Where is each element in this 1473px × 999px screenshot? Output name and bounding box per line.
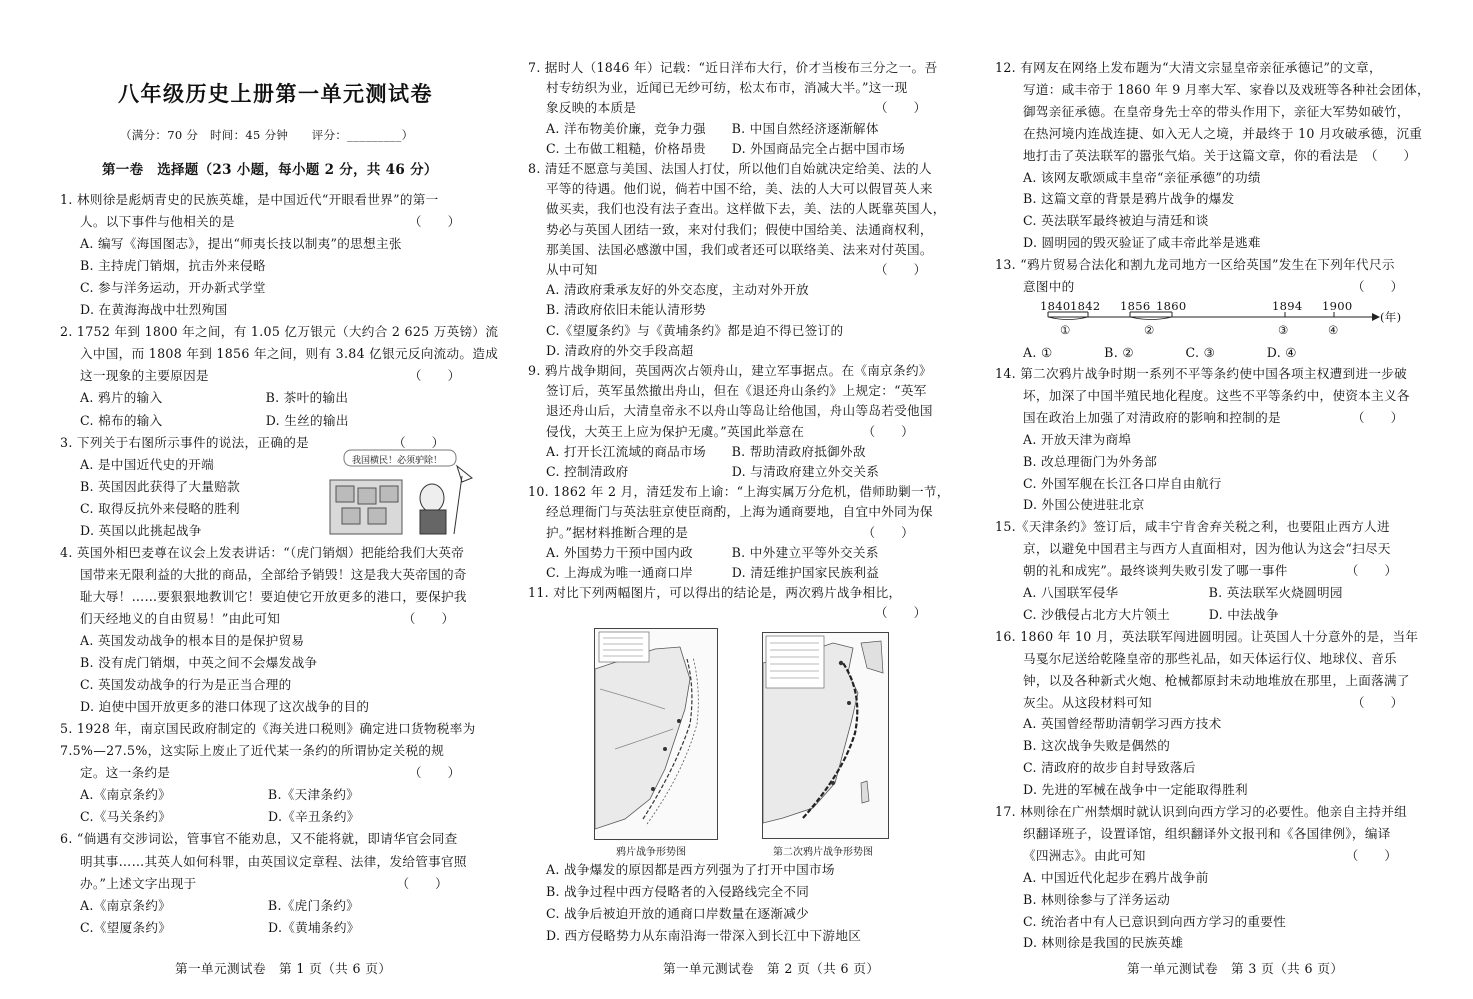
answer-option: C. 战争后被迫开放的通商口岸数量在逐渐减少 [546, 906, 810, 921]
question-text-line: 钟，以及各种新式火炮、枪械都原封未动地堆放在那里，上面落满了 [1023, 672, 1410, 688]
answer-option: A. 打开长江流域的商品市场 B. 帮助清政府抵御外敌 [546, 443, 866, 459]
timeline-year-1856: 1856 [1120, 299, 1151, 313]
answer-option: C. 英国发动战争的行为是正当合理的 [80, 677, 292, 693]
answer-option: A. 是中国近代史的开端 [80, 456, 215, 472]
question-text-line: 京，以避免中国君主与西方人直面相对，因为他认为这会“扫尽天 [1023, 541, 1391, 557]
question-stem-line: 15.《天津条约》签订后，咸丰宁肯舍弃关税之利，也要阻止西方人进 [995, 519, 1390, 535]
answer-option: C. 沙俄侵占北方大片领土 D. 中法战争 [1023, 606, 1279, 622]
timeline-mark-2: ② [1144, 323, 1155, 337]
question-text-line: 入中国，而 1808 年到 1856 年之间，则有 3.84 亿银元反向流动。造成 [80, 346, 499, 362]
question-text-line: 平等的待遇。他们说，倘若中国不给，美、法的人大可以假冒英人来 [546, 181, 933, 197]
question-stem-line: 11. 对比下列两幅图片，可以得出的结论是，两次鸦片战争相比， [528, 585, 902, 601]
question-stem-line: 10. 1862 年 2 月，清廷发布上谕：“上海实属万分危机，借师助剿一节， [528, 484, 950, 500]
question-text-line: 国在政治上加强了对清政府的影响和控制的是 （ ） [1023, 409, 1404, 425]
answer-option: D. 英国以此挑起战争 [80, 522, 202, 538]
question-text-line: 象反映的本质是 （ ） [546, 100, 927, 116]
answer-option: C.《望厦条约》与《黄埔条约》都是迫不得已签订的 [546, 322, 844, 338]
answer-option: D. 清政府的外交手段高超 [546, 342, 694, 358]
question-stem-line: 7. 据时人（1846 年）记载：“近日洋布大行，价才当梭布三分之一。吾 [528, 60, 938, 75]
second-opium-war-map [762, 632, 889, 839]
answer-option: C. 英法联军最终被迫与清廷和谈 [1023, 213, 1209, 229]
question-text-line: 在热河境内连战连捷、如入无人之境，并最终于 10 月攻破承德，沉重 [1023, 125, 1423, 141]
question-stem-line: 13. “鸦片贸易合法化和割九龙司地方一区给英国”发生在下列年代尺示 [995, 257, 1395, 273]
question-text-line: 人。以下事件与他相关的是 （ ） [80, 214, 461, 230]
timeline-year-1860: 1860 [1156, 299, 1187, 313]
question-text-line: 经总理衙门与英法驻京使臣商酌，上海为通商要地，自宜中外同为保 [546, 504, 933, 520]
answer-option: B. 改总理衙门为外务部 [1023, 453, 1158, 469]
question-text-line: 《四洲志》。由此可知 （ ） [1023, 847, 1398, 863]
question-text-line: 地打击了英法联军的嚣张气焰。关于这篇文章，你的看法是 （ ） [1023, 147, 1417, 163]
answer-option: D. 圆明园的毁灭验证了咸丰帝此举是逃难 [1023, 235, 1261, 251]
question-stem-line: 4. 英国外相巴麦尊在议会上发表讲话：“（虎门销烟）把能给我们大英帝 [60, 544, 465, 560]
question-stem-line: 5. 1928 年，南京国民政府制定的《海关进口税则》确定进口货物税率为 [60, 721, 476, 737]
answer-option: C.《马关条约》 D.《辛丑条约》 [80, 809, 360, 825]
answer-option: A. 英国曾经帮助清朝学习西方技术 [1023, 716, 1222, 732]
question-stem-line: 16. 1860 年 10 月，英法联军闯进圆明园。让英国人十分意外的是，当年 [995, 628, 1419, 644]
answer-option: A. 清政府秉承友好的外交态度，主动对外开放 [546, 282, 809, 298]
answer-option: C. 清政府的故步自封导致落后 [1023, 760, 1196, 776]
answer-option: B. 主持虎门销烟，抗击外来侵略 [80, 258, 266, 274]
exam-meta: （满分：70 分 时间：45 分钟 评分：_________） [120, 128, 414, 142]
question-text-line: 退还舟山后，大清皇帝永不以舟山等岛让给他国，舟山等岛若受他国 [546, 403, 933, 419]
question-text-line: 签订后，英军虽然撤出舟山，但在《退还舟山条约》上规定：“英军 [546, 383, 927, 399]
question-text-line: 意图中的 （ ） [1023, 279, 1404, 294]
question-stem-line: 17. 林则徐在广州禁烟时就认识到向西方学习的必要性。他亲自主持并组 [995, 804, 1408, 819]
page-1-footer: 第一单元测试卷 第 1 页（共 6 页） [175, 961, 392, 976]
page-1-column [60, 0, 499, 999]
question-stem-line: 1. 林则徐是彪炳青史的民族英雄，是中国近代“开眼看世界”的第一 [60, 192, 439, 207]
answer-option: C.《望厦条约》 D.《黄埔条约》 [80, 919, 360, 935]
answer-option: C. 取得反抗外来侵略的胜利 [80, 500, 240, 516]
question-text-line: 灰尘。从这段材料可知 （ ） [1023, 694, 1404, 710]
answer-option: A. 英国发动战争的根本目的是保护贸易 [80, 633, 305, 648]
answer-option: B. 这次战争失败是偶然的 [1023, 738, 1171, 754]
answer-option: B. 这篇文章的背景是鸦片战争的爆发 [1023, 191, 1235, 207]
answer-option: B. 清政府依旧未能认清形势 [546, 302, 706, 318]
question-text-line: 村专纺织为业，近闻已无纱可纺，松太布市，消减大半。”这一现 [546, 80, 908, 96]
answer-option: D. 迫使中国开放更多的港口体现了这次战争的目的 [80, 699, 370, 715]
answer-option: C. 棉布的输入 D. 生丝的输出 [80, 412, 349, 428]
cartoon-figure [322, 446, 477, 538]
question-text-line: 御驾亲征承德。在皇帝身先士卒的带头作用下，亲征大军势如破竹， [1023, 103, 1410, 119]
question-text-line: 朝的礼和成宪”。最终谈判失败引发了哪一事件 （ ） [1023, 563, 1398, 579]
answer-option: D. 林则徐是我国的民族英雄 [1023, 935, 1184, 951]
answer-option: A. 鸦片的输入 B. 茶叶的输出 [80, 390, 349, 406]
answer-option: A. 编写《海国图志》，提出“师夷长技以制夷”的思想主张 [80, 236, 402, 252]
answer-option: A. 开放天津为商埠 [1023, 431, 1132, 447]
question-text-line: 们天经地义的自由贸易！”由此可知 （ ） [80, 610, 455, 626]
cartoon-caption: 我国横民！必须驴除！ [352, 456, 443, 466]
answer-option: B. 林则徐参与了洋务运动 [1023, 891, 1171, 907]
answer-option: B. 没有虎门销烟，中英之间不会爆发战争 [80, 655, 318, 671]
question-text-line: （ ） [546, 605, 927, 621]
answer-option: D. 在黄海海战中壮烈殉国 [80, 302, 228, 318]
question-text-line: 耻大辱！……要狠狠地教训它！要迫使它开放更多的港口，要保护我 [80, 588, 467, 604]
exam-title: 八年级历史上册第一单元测试卷 [118, 81, 433, 106]
answer-option: C. 上海成为唯一通商口岸 D. 清廷维护国家民族利益 [546, 565, 880, 580]
timeline-figure [1040, 298, 1400, 340]
question-stem-line: 7.5%—27.5%，这实际上废止了近代某一条约的所谓协定关税的规 [60, 743, 445, 759]
timeline-unit: (年) [1380, 310, 1402, 324]
question-text-line: 从中可知 （ ） [546, 262, 927, 277]
question-stem-line: 2. 1752 年到 1800 年之间，有 1.05 亿万银元（大约合 2 625 万英镑）流 [60, 324, 499, 340]
timeline-mark-3: ③ [1278, 323, 1289, 337]
question-13-options: A. ① B. ② C. ③ D. ④ [1023, 345, 1297, 360]
answer-option: A. 中国近代化起步在鸦片战争前 [1023, 869, 1209, 885]
timeline-year-1842: 1842 [1070, 299, 1101, 313]
question-text-line: 写道：咸丰帝于 1860 年 9 月率大军、家眷以及戏班等各种社会团体， [1023, 81, 1430, 97]
page-2-footer: 第一单元测试卷 第 2 页（共 6 页） [663, 961, 880, 976]
answer-option: A. 八国联军侵华 B. 英法联军火烧圆明园 [1023, 585, 1343, 600]
answer-option: B. 战争过程中西方侵略者的入侵路线完全不同 [546, 884, 810, 899]
question-text-line: 明其事……其英人如何科罪，由英国议定章程、法律，发给管事官照 [80, 853, 467, 869]
map-1-caption: 鸦片战争形势图 [616, 847, 686, 858]
question-stem-line: 14. 第二次鸦片战争时期一系列不平等条约使中国各项主权遭到进一步破 [995, 366, 1408, 381]
answer-option: A. 洋布物美价廉，竞争力强 B. 中国自然经济逐渐解体 [546, 120, 879, 136]
question-text-line: 这一现象的主要原因是 （ ） [80, 368, 461, 384]
opium-war-map [594, 628, 718, 840]
page-3-column [995, 0, 1430, 999]
answer-option: B. 英国因此获得了大量赔款 [80, 478, 240, 494]
question-text-line: 侵伐，大英王上应为保护无虞。”英国此举意在 （ ） [546, 423, 915, 439]
question-text-line: 势必与英国人团结一致，来对付我们；假使中国给美、法通商权利， [546, 221, 933, 237]
answer-option: A. 战争爆发的原因都是西方列强为了打开中国市场 [546, 862, 835, 877]
timeline-mark-4: ④ [1328, 323, 1339, 337]
question-stem-line: 12. 有网友在网络上发布题为“大清文宗显皇帝亲征承德记”的文章， [995, 60, 1382, 75]
question-stem-line: 6. “倘遇有交涉词讼，管事官不能劝息，又不能将就，即请华官会同查 [60, 831, 458, 847]
answer-option: C. 统治者中有人已意识到向西方学习的重要性 [1023, 913, 1287, 929]
question-text-line: 办。”上述文字出现于 （ ） [80, 875, 449, 891]
section-heading: 第一卷 选择题（23 小题，每小题 2 分，共 46 分） [102, 162, 438, 178]
map-2-caption: 第二次鸦片战争形势图 [773, 847, 873, 858]
question-text-line: 国带来无限利益的大批的商品，全部给予销毁！这是我大英帝国的奇 [80, 566, 467, 582]
answer-option: D. 先进的军械在战争中一定能取得胜利 [1023, 782, 1248, 798]
page-2-column [520, 0, 950, 999]
question-text-line: 织翻译班子，设置译馆，组织翻译外文报刊和《各国律例》，编译 [1023, 825, 1391, 841]
answer-option: C. 控制清政府 D. 与清政府建立外交关系 [546, 464, 880, 479]
answer-option: A. 该网友歌颂咸丰皇帝“亲征承德”的功绩 [1023, 169, 1261, 185]
answer-option: A.《南京条约》 B.《虎门条约》 [80, 897, 360, 913]
answer-option: C. 外国军舰在长江各口岸自由航行 [1023, 475, 1222, 491]
question-text-line: 做买卖，我们也没有法子查出。这样做下去，美、法的人既靠英国人， [546, 201, 946, 217]
answer-option: A. 外国势力干预中国内政 B. 中外建立平等外交关系 [546, 544, 879, 560]
answer-option: A.《南京条约》 B.《天津条约》 [80, 787, 360, 803]
timeline-year-1840: 1840 [1040, 299, 1071, 313]
question-stem-line: 9. 鸦片战争期间，英国两次占领舟山，建立军事据点。在《南京条约》 [528, 363, 932, 378]
answer-option: D. 西方侵略势力从东南沿海一带深入到长江中下游地区 [546, 928, 862, 943]
question-text-line: 那美国、法国必感激中国，我们或者还可以联络美、法来对付英国。 [546, 241, 933, 257]
answer-option: C. 土布做工粗糙，价格昂贵 D. 外国商品完全占据中国市场 [546, 140, 905, 156]
timeline-year-1894: 1894 [1272, 299, 1303, 313]
question-text-line: 定。这一条约是 （ ） [80, 765, 461, 781]
question-text-line: 护。”据材料推断合理的是 （ ） [546, 524, 915, 540]
question-text-line: 马戛尔尼送给乾隆皇帝的那些礼品，如天体运行仪、地球仪、音乐 [1023, 650, 1397, 666]
question-stem-line: 8. 清廷不愿意与美国、法国人打仗，所以他们自始就决定给美、法的人 [528, 161, 932, 176]
timeline-mark-1: ① [1060, 323, 1071, 337]
answer-option: D. 外国公使进驻北京 [1023, 497, 1145, 513]
question-text-line: 坏，加深了中国半殖民地化程度。这些不平等条约中，使资本主义各 [1023, 387, 1410, 403]
answer-option: C. 参与洋务运动，开办新式学堂 [80, 280, 266, 296]
page-3-footer: 第一单元测试卷 第 3 页（共 6 页） [1127, 961, 1344, 976]
timeline-year-1900: 1900 [1322, 299, 1353, 313]
question-stem-line: 3. 下列关于右图所示事件的说法，正确的是 （ ） [60, 434, 445, 450]
